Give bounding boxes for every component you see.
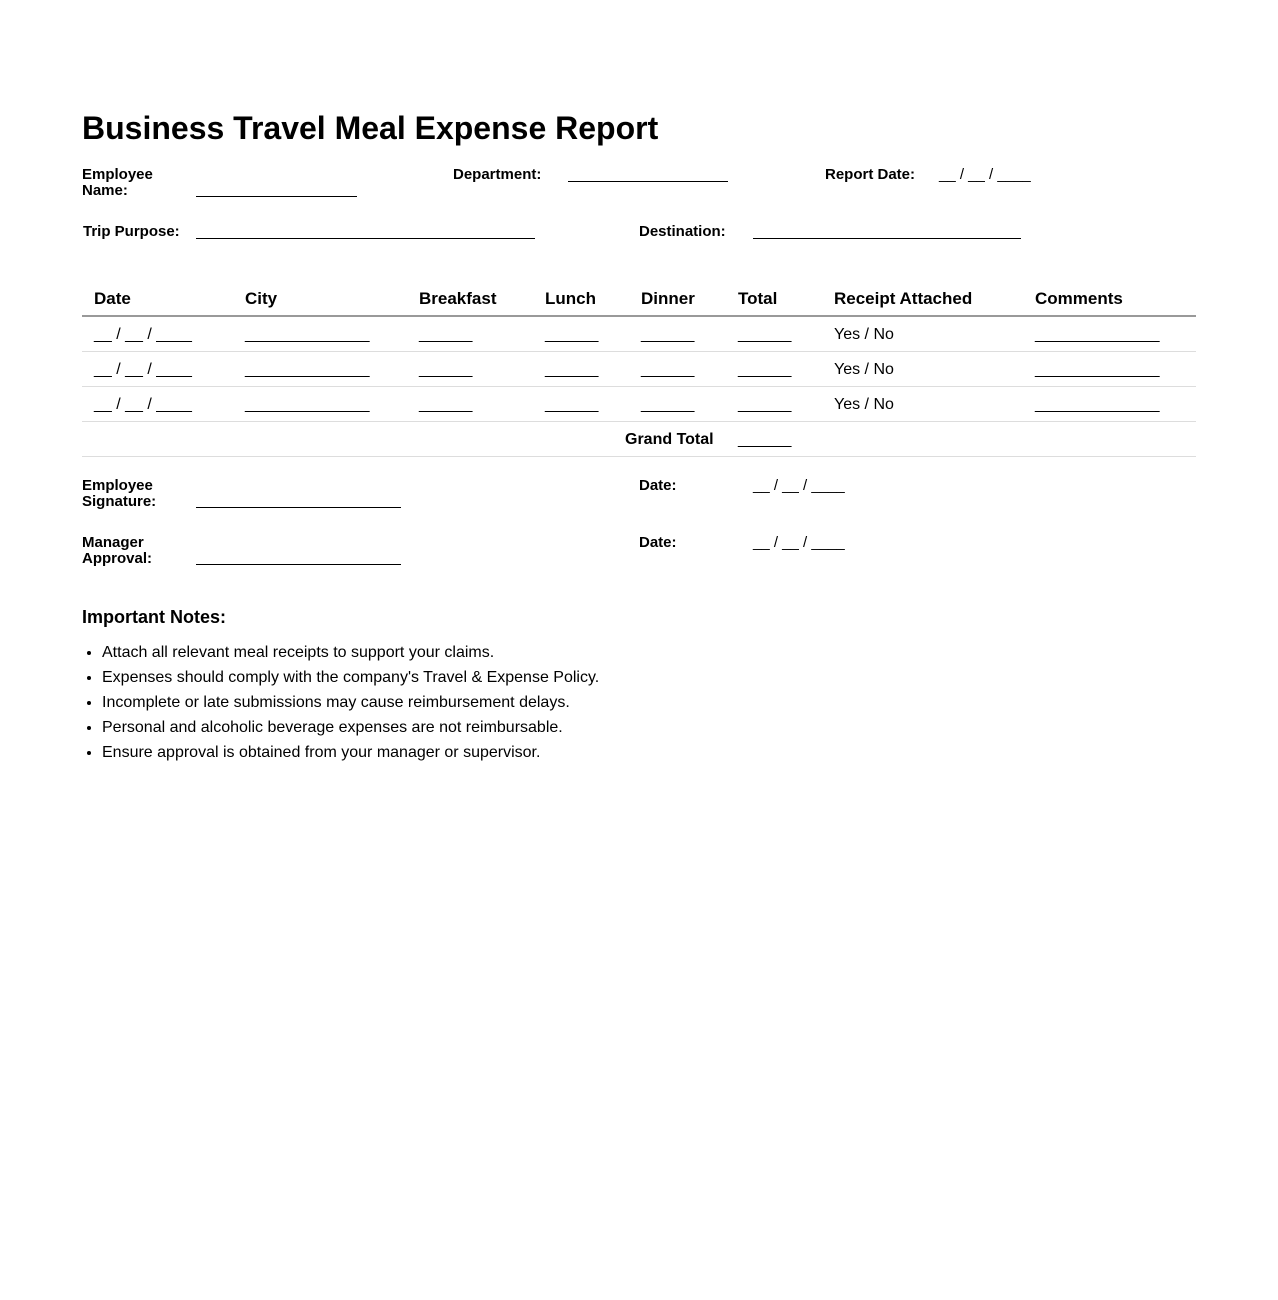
list-item: • Expenses should comply with the company's Travel & Expense Policy. bbox=[102, 665, 599, 690]
list-item: • Incomplete or late submissions may cause reimbursement delays. bbox=[102, 690, 599, 715]
city-cell[interactable]: ______________ bbox=[245, 326, 370, 343]
column-header-date: Date bbox=[94, 289, 131, 308]
grand-total-row bbox=[82, 422, 1196, 457]
comments-cell[interactable]: ______________ bbox=[1035, 361, 1160, 378]
column-header-breakfast: Breakfast bbox=[419, 289, 497, 308]
table-row bbox=[82, 352, 1196, 387]
expense-table bbox=[82, 281, 1196, 457]
employee-signature-date-field[interactable]: __ / __ / ____ bbox=[753, 477, 845, 494]
breakfast-cell[interactable]: ______ bbox=[419, 396, 473, 413]
department-label: Department: bbox=[453, 166, 542, 183]
destination-field[interactable] bbox=[753, 238, 1021, 239]
city-cell[interactable]: ______________ bbox=[245, 361, 370, 378]
date-cell[interactable]: __ / __ / ____ bbox=[94, 361, 192, 378]
manager-approval-field[interactable] bbox=[196, 564, 401, 565]
employee-name-field[interactable] bbox=[196, 196, 357, 197]
employee-name-label: Employee Name: bbox=[82, 166, 153, 199]
dinner-cell[interactable]: ______ bbox=[641, 361, 695, 378]
lunch-cell[interactable]: ______ bbox=[545, 396, 599, 413]
table-row bbox=[82, 317, 1196, 352]
employee-signature-field[interactable] bbox=[196, 507, 401, 508]
column-header-lunch: Lunch bbox=[545, 289, 596, 308]
destination-label: Destination: bbox=[639, 223, 726, 240]
date-cell[interactable]: __ / __ / ____ bbox=[94, 396, 192, 413]
table-header bbox=[82, 281, 1196, 317]
comments-cell[interactable]: ______________ bbox=[1035, 326, 1160, 343]
lunch-cell[interactable]: ______ bbox=[545, 326, 599, 343]
dinner-cell[interactable]: ______ bbox=[641, 396, 695, 413]
total-cell[interactable]: ______ bbox=[738, 396, 792, 413]
receipt-attached-cell[interactable]: Yes / No bbox=[834, 361, 894, 378]
lunch-cell[interactable]: ______ bbox=[545, 361, 599, 378]
grand-total-label: Grand Total bbox=[625, 431, 714, 448]
date-cell[interactable]: __ / __ / ____ bbox=[94, 326, 192, 343]
employee-signature-label: Employee Signature: bbox=[82, 477, 157, 510]
manager-approval-date-field[interactable]: __ / __ / ____ bbox=[753, 534, 845, 551]
report-date-label: Report Date: bbox=[825, 166, 916, 183]
table-row bbox=[82, 387, 1196, 422]
list-item: • Attach all relevant meal receipts to support your claims. bbox=[102, 640, 599, 665]
manager-approval-date-label: Date: bbox=[639, 534, 677, 551]
trip-purpose-field[interactable] bbox=[196, 238, 535, 239]
column-header-dinner: Dinner bbox=[641, 289, 695, 308]
notes-list bbox=[82, 640, 599, 765]
receipt-attached-cell[interactable]: Yes / No bbox=[834, 326, 894, 343]
total-cell[interactable]: ______ bbox=[738, 326, 792, 343]
manager-approval-label: Manager Approval: bbox=[82, 534, 153, 567]
list-item: • Personal and alcoholic beverage expenses are not reimbursable. bbox=[102, 715, 599, 740]
list-item: • Ensure approval is obtained from your manager or supervisor. bbox=[102, 740, 599, 765]
column-header-receipt-attached: Receipt Attached bbox=[834, 289, 973, 308]
column-header-city: City bbox=[245, 289, 278, 308]
dinner-cell[interactable]: ______ bbox=[641, 326, 695, 343]
grand-total-value[interactable]: ______ bbox=[738, 431, 792, 448]
receipt-attached-cell[interactable]: Yes / No bbox=[834, 396, 894, 413]
trip-purpose-label: Trip Purpose: bbox=[83, 223, 180, 240]
total-cell[interactable]: ______ bbox=[738, 361, 792, 378]
comments-cell[interactable]: ______________ bbox=[1035, 396, 1160, 413]
breakfast-cell[interactable]: ______ bbox=[419, 326, 473, 343]
department-field[interactable] bbox=[568, 181, 728, 182]
column-header-comments: Comments bbox=[1035, 289, 1123, 308]
breakfast-cell[interactable]: ______ bbox=[419, 361, 473, 378]
column-header-total: Total bbox=[738, 289, 778, 308]
report-date-field[interactable]: __ / __ / ____ bbox=[939, 166, 1031, 183]
employee-signature-date-label: Date: bbox=[639, 477, 677, 494]
page-title: Business Travel Meal Expense Report bbox=[82, 110, 659, 146]
notes-heading: Important Notes: bbox=[82, 607, 226, 627]
city-cell[interactable]: ______________ bbox=[245, 396, 370, 413]
